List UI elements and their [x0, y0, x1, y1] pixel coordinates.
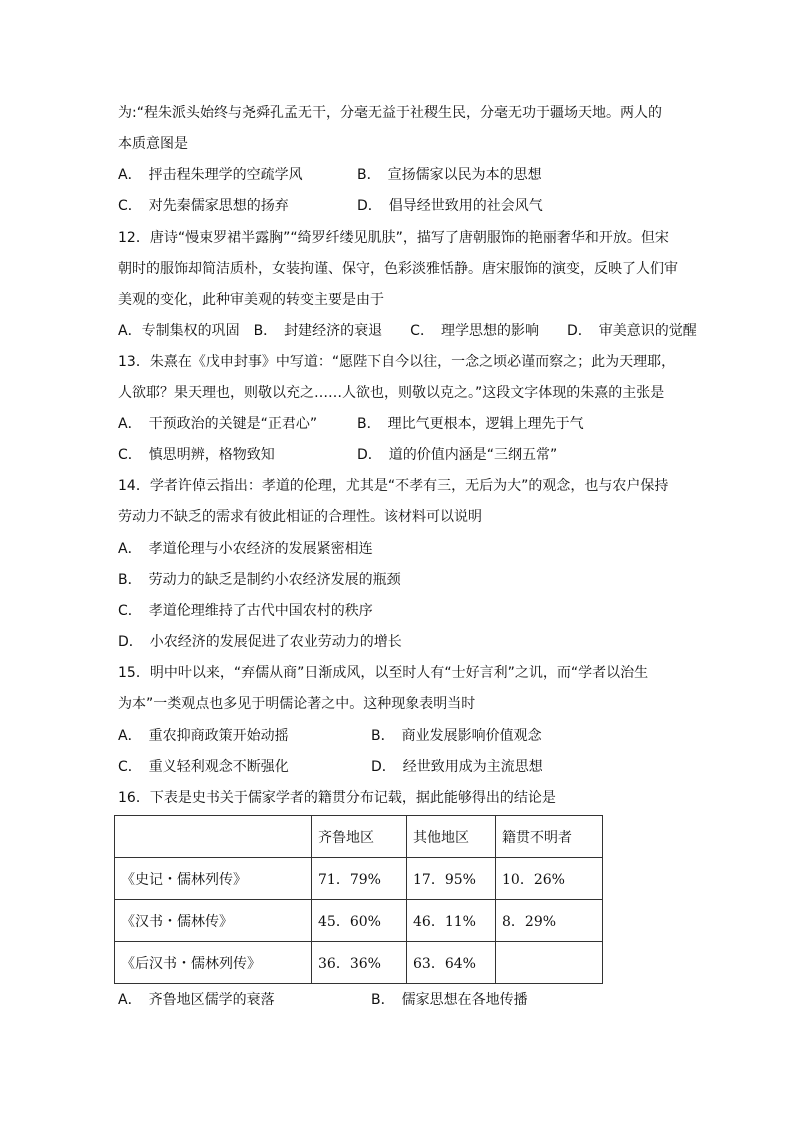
q15-stem-line2: 为本”一类观点也多见于明儒论著之中。这种现象表明当时	[118, 696, 476, 712]
q11-stem-line2: 本质意图是	[118, 136, 188, 152]
q15-option-c: C． 重义轻利观念不断强化	[118, 759, 289, 775]
q15-option-a: A． 重农抑商政策开始动摇	[118, 728, 289, 744]
q11-stem-line1: 为:“程朱派头始终与尧舜孔孟无干，分毫无益于社稷生民，分毫无功于疆场天地。两人的	[118, 105, 662, 121]
table-row	[115, 858, 603, 900]
q13-option-b: B． 理比气更根本，逻辑上理先于气	[357, 416, 584, 432]
table-header-cell	[115, 816, 312, 858]
q13-stem-line1: 13．朱熹在《戊申封事》中写道：“愿陛下自今以往，一念之顷必谨而察之；此为天理耶，	[118, 354, 676, 370]
table-cell: 63．64%	[407, 942, 496, 984]
table-cell-source: 《后汉书・儒林列传》	[115, 942, 312, 984]
q15-option-b: B． 商业发展影响价值观念	[371, 728, 542, 744]
q13-stem-line2: 人欲耶？果天理也，则敬以充之……人欲也，则敬以克之。”这段文字体现的朱熹的主张是	[118, 385, 665, 401]
q13-option-a: A． 干预政治的关键是“正君心”	[118, 416, 318, 432]
q15-option-d: D． 经世致用成为主流思想	[371, 759, 543, 775]
q14-stem-line2: 劳动力不缺乏的需求有彼此相证的合理性。该材料可以说明	[118, 509, 482, 525]
q12-stem-line3: 美观的变化，此种审美观的转变主要是由于	[118, 292, 384, 308]
table-cell: 45．60%	[312, 900, 407, 942]
q14-option-c: C． 孝道伦理维持了古代中国农村的秩序	[118, 603, 373, 619]
ru-scholar-origin-table	[114, 815, 603, 984]
q14-option-d: D． 小农经济的发展促进了农业劳动力的增长	[118, 634, 402, 650]
table-header-cell: 籍贯不明者	[496, 816, 603, 858]
q11-option-c: C． 对先秦儒家思想的扬弃	[118, 198, 289, 214]
q13-option-d: D． 道的价值内涵是“三纲五常”	[357, 447, 558, 463]
table-cell: 46．11%	[407, 900, 496, 942]
table-header-cell: 齐鲁地区	[312, 816, 407, 858]
q16-option-b: B． 儒家思想在各地传播	[371, 992, 528, 1008]
table-cell-source: 《汉书・儒林传》	[115, 900, 312, 942]
q14-option-a: A． 孝道伦理与小农经济的发展紧密相连	[118, 541, 373, 557]
table-row	[115, 900, 603, 942]
q13-option-c: C． 慎思明辨，格物致知	[118, 447, 275, 463]
q11-option-d: D． 倡导经世致用的社会风气	[357, 198, 543, 214]
table-cell: 10．26%	[496, 858, 603, 900]
q14-option-b: B． 劳动力的缺乏是制约小农经济发展的瓶颈	[118, 572, 401, 588]
q15-stem-line1: 15．明中叶以来，“弃儒从商”日渐成风，以至时人有“士好言利”之讥，而“学者以治生	[118, 665, 649, 681]
q11-option-b: B． 宣扬儒家以民为本的思想	[357, 167, 542, 183]
table-header-row	[115, 816, 603, 858]
table-cell: 8．29%	[496, 900, 603, 942]
table-row	[115, 942, 603, 984]
q16-option-a: A． 齐鲁地区儒学的衰落	[118, 992, 275, 1008]
q12-stem-line2: 朝时的服饰却简洁质朴，女装拘谨、保守，色彩淡雅恬静。唐宋服饰的演变，反映了人们审	[118, 261, 678, 277]
q12-stem-line1: 12．唐诗“慢束罗裙半露胸”“绮罗纤缕见肌肤”，描写了唐朝服饰的艳丽奢华和开放。但宋	[118, 230, 669, 246]
q11-option-a: A． 抨击程朱理学的空疏学风	[118, 167, 303, 183]
table-cell-source: 《史记・儒林列传》	[115, 858, 312, 900]
q12-options: A．专制集权的巩固 B． 封建经济的衰退 C． 理学思想的影响 D． 审美意识的觉醒	[118, 323, 697, 339]
table-cell	[496, 942, 603, 984]
table-cell: 71．79%	[312, 858, 407, 900]
q14-stem-line1: 14．学者许倬云指出：孝道的伦理，尤其是“不孝有三，无后为大”的观念，也与农户保持	[118, 478, 669, 494]
table-cell: 17．95%	[407, 858, 496, 900]
table-header-cell: 其他地区	[407, 816, 496, 858]
q16-stem: 16．下表是史书关于儒家学者的籍贯分布记载，据此能够得出的结论是	[118, 790, 556, 806]
table-cell: 36．36%	[312, 942, 407, 984]
